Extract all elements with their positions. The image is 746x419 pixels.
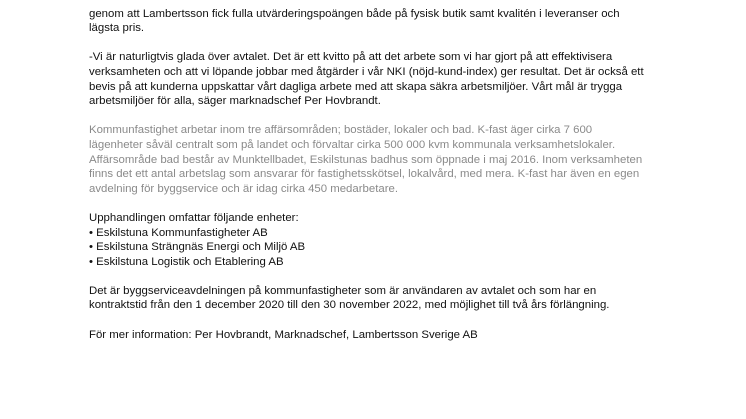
contract-paragraph [89, 284, 679, 313]
company-background-paragraph [89, 123, 679, 196]
intro-paragraph [89, 0, 679, 36]
text-line: Affärsområde bad består av Munktellbadet, Eskilstunas badhus som öppnade i maj 2016. Inom verksamheten [89, 153, 643, 166]
text-line: bevis på att kunderna uppskattar vårt dagliga arbete med att skapa säkra arbetsmiljöer. Vårt mål är trygga [89, 80, 623, 93]
text-line: finns det ett antal arbetslag som ansvarar för fastighetsskötsel, lokalvård, med mera. K-fast har även en egen [89, 168, 640, 181]
units-heading: Upphandlingen omfattar följande enheter: [89, 211, 299, 224]
text-line: avdelning för byggservice och är idag cirka 450 medarbetare. [89, 182, 398, 195]
text-line: -Vi är naturligtvis glada över avtalet. Det är ett kvitto på att det arbete som vi har gjort på att effektivisera [89, 51, 613, 64]
list-item: • Eskilstuna Kommunfastigheter AB [89, 226, 268, 239]
list-item: • Eskilstuna Logistik och Etablering AB [89, 255, 284, 268]
units-section [89, 211, 679, 269]
quote-paragraph [89, 50, 679, 108]
text-line: verksamheten och att vi löpande jobbar med åtgärder i vår NKI (nöjd-kund-index) ger resultat. Det är också ett [89, 65, 644, 78]
text-line: genom att Lambertsson fick fulla utvärderingspoängen både på fysisk butik samt kvalitén i leveranser och [89, 7, 620, 20]
document-body [89, 0, 679, 342]
text-line: kontraktstid från den 1 december 2020 till den 30 november 2022, med möjlighet till två års förlängning. [89, 299, 610, 312]
text-line: Kommunfastighet arbetar inom tre affärsområden; bostäder, lokaler och bad. K-fast äger cirka 7 600 [89, 124, 593, 137]
text-line: lägenheter såväl centralt som på landet och förvaltar cirka 500 000 kvm kommunala verksamhetslokaler. [89, 138, 616, 151]
text-line: lägsta pris. [89, 22, 145, 35]
text-line: Det är byggserviceavdelningen på kommunfastigheter som är användaren av avtalet och som har en [89, 284, 597, 297]
text-line: arbetsmiljöer för alla, säger marknadschef Per Hovbrandt. [89, 95, 381, 108]
list-item: • Eskilstuna Strängnäs Energi och Miljö AB [89, 241, 306, 254]
contact-line: För mer information: Per Hovbrandt, Marknadschef, Lambertsson Sverige AB [89, 328, 478, 341]
